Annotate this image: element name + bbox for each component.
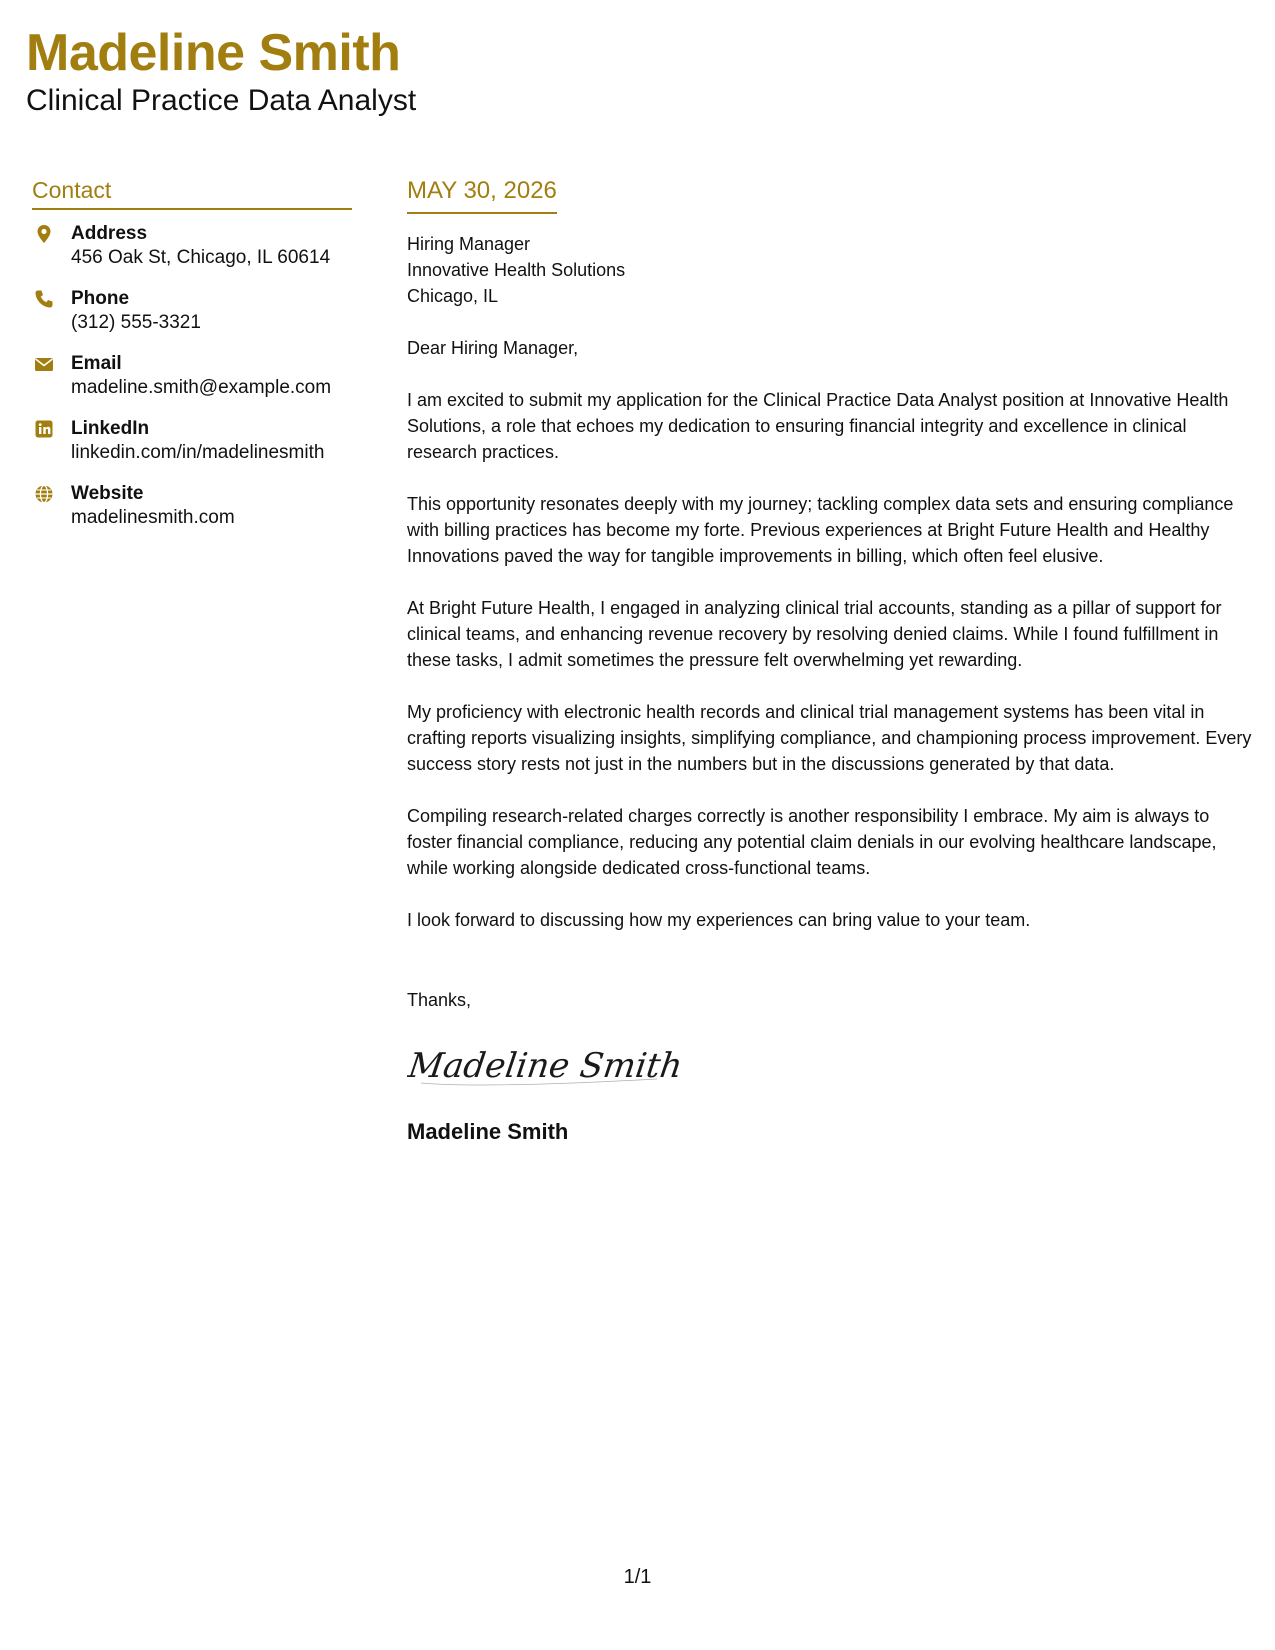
body-paragraph: I am excited to submit my application for the Clinical Practice Data Analyst position at Innovative Health Solutions, a role that echoes my dedication to ensuring financial integrity and excellence in clinical research practices. [407, 390, 1229, 462]
map-pin-icon [34, 224, 54, 244]
email-value[interactable]: madeline.smith@example.com [71, 377, 332, 398]
contact-website [32, 482, 352, 530]
signer-name: Madeline Smith [407, 1119, 569, 1144]
letter-body [407, 176, 1257, 1146]
job-title: Clinical Practice Data Analyst [26, 84, 417, 117]
address-label: Address [71, 223, 148, 244]
envelope-icon [34, 354, 54, 374]
phone-value: (312) 555-3321 [71, 312, 201, 333]
globe-icon [34, 484, 54, 504]
contact-list [32, 222, 352, 530]
recipient-block [407, 231, 1257, 309]
svg-text:Madeline Smith: Madeline Smith [407, 1046, 685, 1086]
body-paragraph: I look forward to discussing how my experiences can bring value to your team. [407, 910, 1031, 930]
salutation: Dear Hiring Manager, [407, 338, 579, 358]
closing: Thanks, [407, 990, 472, 1010]
phone-icon [34, 289, 54, 309]
page-number: 1/1 [623, 1566, 652, 1588]
contact-linkedin [32, 417, 352, 465]
handwritten-signature [407, 1035, 687, 1095]
body-paragraph: Compiling research-related charges correctly is another responsibility I embrace. My aim is always to foster financial compliance, reducing any potential claim denials in our evolving healthcare landscape, while working alongside dedicated cross-functional teams. [407, 806, 1217, 878]
body-paragraph: My proficiency with electronic health records and clinical trial management systems has been vital in crafting reports visualizing insights, simplifying compliance, and championing process improvement. Every success story rests not just in the numbers but in the discussions generated by that data. [407, 702, 1252, 774]
contact-phone [32, 287, 352, 335]
body-paragraph: This opportunity resonates deeply with my journey; tackling complex data sets and ensuring compliance with billing practices has become my forte. Previous experiences at Bright Future Health and Healthy Innovations paved the way for tangible improvements in billing, which often feel elusive. [407, 494, 1234, 566]
website-value[interactable]: madelinesmith.com [71, 507, 235, 528]
email-label: Email [71, 353, 122, 374]
linkedin-value[interactable]: linkedin.com/in/madelinesmith [71, 442, 325, 463]
body-paragraph: At Bright Future Health, I engaged in analyzing clinical trial accounts, standing as a pillar of support for clinical teams, and enhancing revenue recovery by resolving denied claims. While I found fulfillment in these tasks, I admit sometimes the pressure felt overwhelming yet rewarding. [407, 598, 1222, 670]
letter-date: MAY 30, 2026 [407, 176, 557, 214]
recipient-line: Hiring Manager [407, 234, 531, 254]
applicant-name: Madeline Smith [26, 24, 401, 82]
contact-heading: Contact [32, 176, 352, 210]
contact-address [32, 222, 352, 270]
letter-header [26, 22, 416, 118]
recipient-line: Innovative Health Solutions [407, 260, 626, 280]
linkedin-icon [34, 419, 54, 439]
recipient-line: Chicago, IL [407, 286, 499, 306]
phone-label: Phone [71, 288, 130, 309]
contact-email [32, 352, 352, 400]
linkedin-label: LinkedIn [71, 418, 150, 439]
contact-sidebar [32, 176, 352, 547]
address-value: 456 Oak St, Chicago, IL 60614 [71, 247, 331, 268]
website-label: Website [71, 483, 144, 504]
